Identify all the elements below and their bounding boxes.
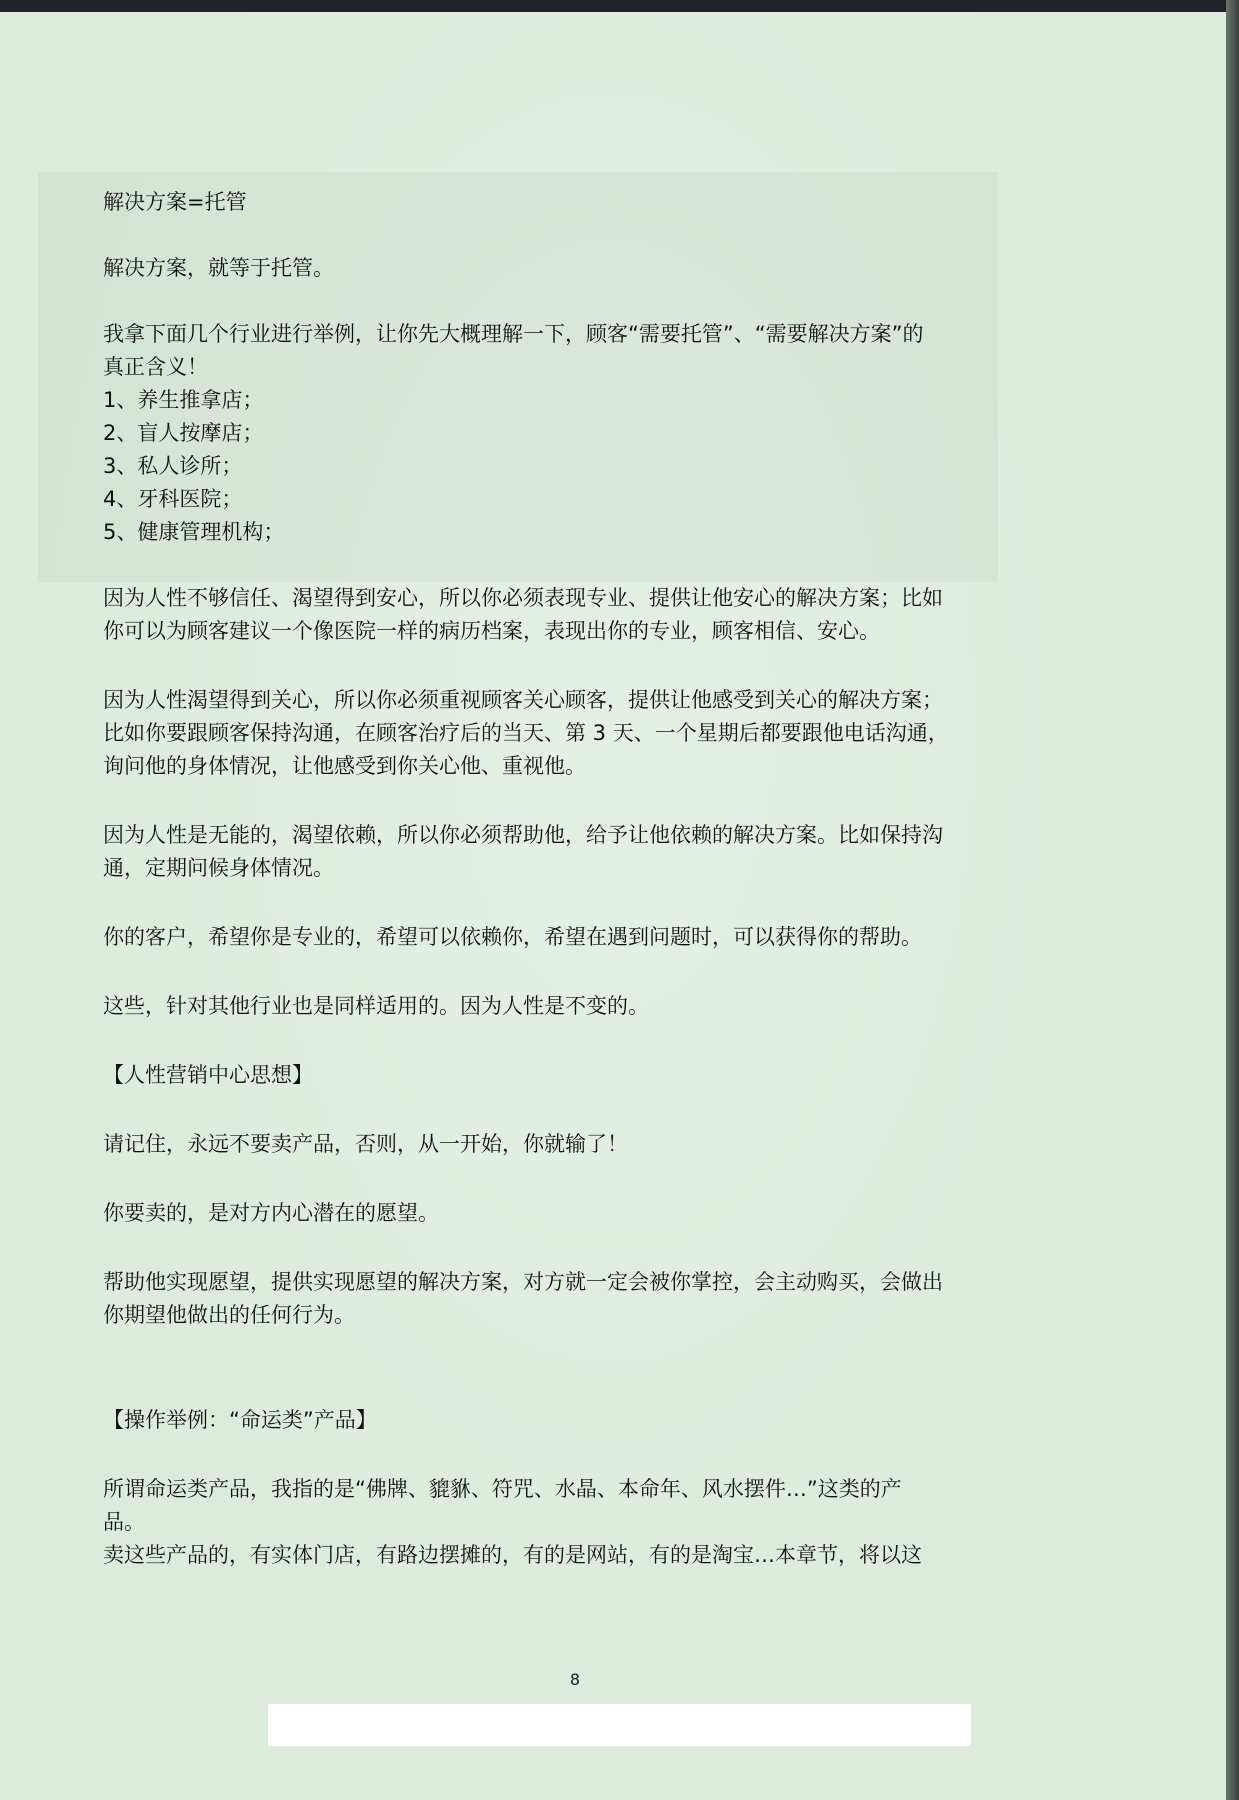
core-paragraph-3-line: 帮助他实现愿望，提供实现愿望的解决方案，对方就一定会被你掌控，会主动购买，会做出 (103, 1270, 943, 1294)
reliance-paragraph-line: 因为人性是无能的，渴望依赖，所以你必须帮助他，给予让他依赖的解决方案。比如保持沟 (103, 823, 943, 847)
document-body (103, 186, 1063, 1572)
redaction-bar (268, 1704, 971, 1746)
customer-paragraph: 你的客户，希望你是专业的，希望可以依赖你，希望在遇到问题时，可以获得你的帮助。 (103, 925, 922, 949)
core-paragraph-1: 请记住，永远不要卖产品，否则，从一开始，你就输了！ (103, 1132, 628, 1156)
core-paragraph-2: 你要卖的，是对方内心潜在的愿望。 (103, 1201, 439, 1225)
section-heading-core: 【人性营销中心思想】 (103, 1063, 313, 1087)
intro-paragraph: 解决方案，就等于托管。 (103, 256, 334, 280)
industry-item: 4、牙科医院； (103, 487, 243, 511)
example-paragraph-line: 所谓命运类产品，我指的是“佛牌、貔貅、符咒、水晶、本命年、风水摆件…”这类的产 (103, 1477, 902, 1501)
care-paragraph-line: 询问他的身体情况，让他感受到你关心他、重视他。 (103, 754, 586, 778)
general-paragraph: 这些，针对其他行业也是同样适用的。因为人性是不变的。 (103, 994, 649, 1018)
care-paragraph-line: 因为人性渴望得到关心，所以你必须重视顾客关心顾客，提供让他感受到关心的解决方案； (103, 688, 943, 712)
scan-right-edge (1226, 0, 1239, 1800)
lead-line-1: 我拿下面几个行业进行举例，让你先大概理解一下，顾客“需要托管”、“需要解决方案”的 (103, 322, 924, 346)
industry-item: 1、养生推拿店； (103, 388, 264, 412)
industry-item: 3、私人诊所； (103, 454, 243, 478)
care-paragraph-line: 比如你要跟顾客保持沟通，在顾客治疗后的当天、第 3 天、一个星期后都要跟他电话沟通， (103, 721, 949, 745)
trust-paragraph-line: 你可以为顾客建议一个像医院一样的病历档案，表现出你的专业，顾客相信、安心。 (103, 619, 880, 643)
reliance-paragraph-line: 通，定期问候身体情况。 (103, 856, 334, 880)
example-paragraph-2: 卖这些产品的，有实体门店，有路边摆摊的，有的是网站，有的是淘宝…本章节，将以这 (103, 1543, 922, 1567)
trust-paragraph-line: 因为人性不够信任、渴望得到安心，所以你必须表现专业、提供让他安心的解决方案；比如 (103, 586, 943, 610)
page-number: 8 (569, 1670, 581, 1689)
example-paragraph-line: 品。 (103, 1510, 145, 1534)
core-paragraph-3-line: 你期望他做出的任何行为。 (103, 1303, 355, 1327)
scan-top-edge (0, 0, 1239, 12)
lead-line-2: 真正含义！ (103, 355, 208, 379)
industry-item: 5、健康管理机构； (103, 520, 285, 544)
page-title: 解决方案=托管 (103, 190, 247, 214)
section-heading-example: 【操作举例：“命运类”产品】 (103, 1408, 377, 1432)
industry-item: 2、盲人按摩店； (103, 421, 264, 445)
